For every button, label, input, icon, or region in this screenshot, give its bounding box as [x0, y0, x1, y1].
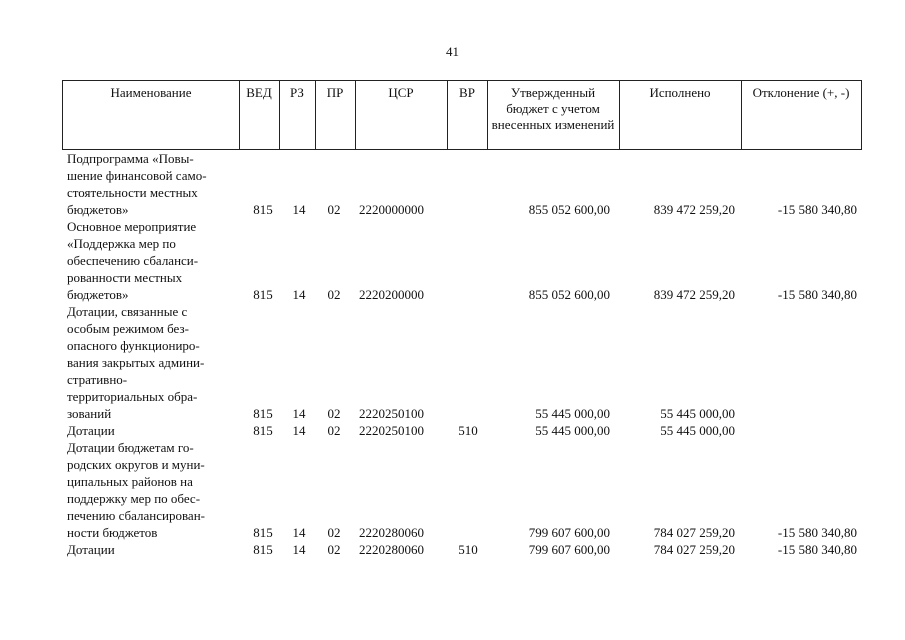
header-deviation: Отклонение (+, -) [752, 85, 850, 100]
row-deviation: -15 580 340,80 [777, 525, 857, 540]
row-pr: 02 [327, 423, 341, 438]
table-row [62, 218, 862, 303]
row-csr: 2220280060 [359, 525, 424, 540]
row-name: Дотации [67, 423, 115, 438]
row-name: Дотации бюджетам го- родских округов и муни- ципальных районов на поддержку мер по обес- печению сбалансирован- ности бюджетов [67, 440, 205, 540]
header-ved: ВЕД [246, 85, 272, 100]
row-ved: 815 [253, 287, 273, 302]
row-name: Дотации, связанные с особым режимом без- опасного функциониро- вания закрытых админи- стративно- территориальных обра- зований [67, 304, 205, 421]
header-name: Наименование [110, 85, 192, 100]
row-csr: 2220280060 [359, 542, 424, 557]
row-pr: 02 [327, 202, 341, 217]
row-ved: 815 [253, 423, 273, 438]
table-row [62, 541, 862, 558]
header-csr: ЦСР [388, 85, 414, 100]
header-vr: ВР [459, 85, 475, 100]
row-rz: 14 [292, 287, 306, 302]
page-number: 41 [446, 44, 459, 59]
row-pr: 02 [327, 542, 341, 557]
row-csr: 2220000000 [359, 202, 424, 217]
row-budget: 855 052 600,00 [528, 202, 610, 217]
table-body [62, 150, 862, 558]
row-budget: 55 445 000,00 [535, 423, 610, 438]
header-divider [487, 81, 488, 149]
row-budget: 799 607 600,00 [528, 525, 610, 540]
header-budget: Утвержденный бюджет с учетом внесенных изменений [491, 85, 615, 132]
header-pr: ПР [326, 85, 344, 100]
row-rz: 14 [292, 406, 306, 421]
row-deviation: -15 580 340,80 [777, 287, 857, 302]
row-name: Основное мероприятие «Поддержка мер по обеспечению сбаланси- рованности местных бюджетов» [67, 219, 199, 302]
row-ved: 815 [253, 542, 273, 557]
table-row [62, 303, 862, 422]
row-csr: 2220250100 [359, 406, 424, 421]
row-ved: 815 [253, 406, 273, 421]
row-done: 784 027 259,20 [653, 525, 735, 540]
row-rz: 14 [292, 202, 306, 217]
row-budget: 855 052 600,00 [528, 287, 610, 302]
header-rz: РЗ [290, 85, 304, 100]
row-rz: 14 [292, 423, 306, 438]
row-done: 55 445 000,00 [660, 423, 735, 438]
row-done: 839 472 259,20 [653, 202, 735, 217]
row-ved: 815 [253, 202, 273, 217]
row-budget: 55 445 000,00 [535, 406, 610, 421]
row-rz: 14 [292, 542, 306, 557]
row-done: 839 472 259,20 [653, 287, 735, 302]
row-name: Подпрограмма «Повы- шение финансовой само- стоятельности местных бюджетов» [67, 151, 207, 217]
row-csr: 2220250100 [359, 423, 424, 438]
table-row [62, 150, 862, 218]
row-done: 55 445 000,00 [660, 406, 735, 421]
row-pr: 02 [327, 406, 341, 421]
row-csr: 2220200000 [359, 287, 424, 302]
table-header [62, 80, 862, 150]
row-budget: 799 607 600,00 [528, 542, 610, 557]
row-pr: 02 [327, 287, 341, 302]
header-done: Исполнено [649, 85, 711, 100]
table-row [62, 422, 862, 439]
row-pr: 02 [327, 525, 341, 540]
row-vr: 510 [458, 542, 478, 557]
row-deviation: -15 580 340,80 [777, 202, 857, 217]
row-ved: 815 [253, 525, 273, 540]
row-rz: 14 [292, 525, 306, 540]
header-divider [741, 81, 742, 149]
row-name: Дотации [67, 542, 115, 557]
row-deviation: -15 580 340,80 [777, 542, 857, 557]
table-row [62, 439, 862, 541]
row-done: 784 027 259,20 [653, 542, 735, 557]
row-vr: 510 [458, 423, 478, 438]
